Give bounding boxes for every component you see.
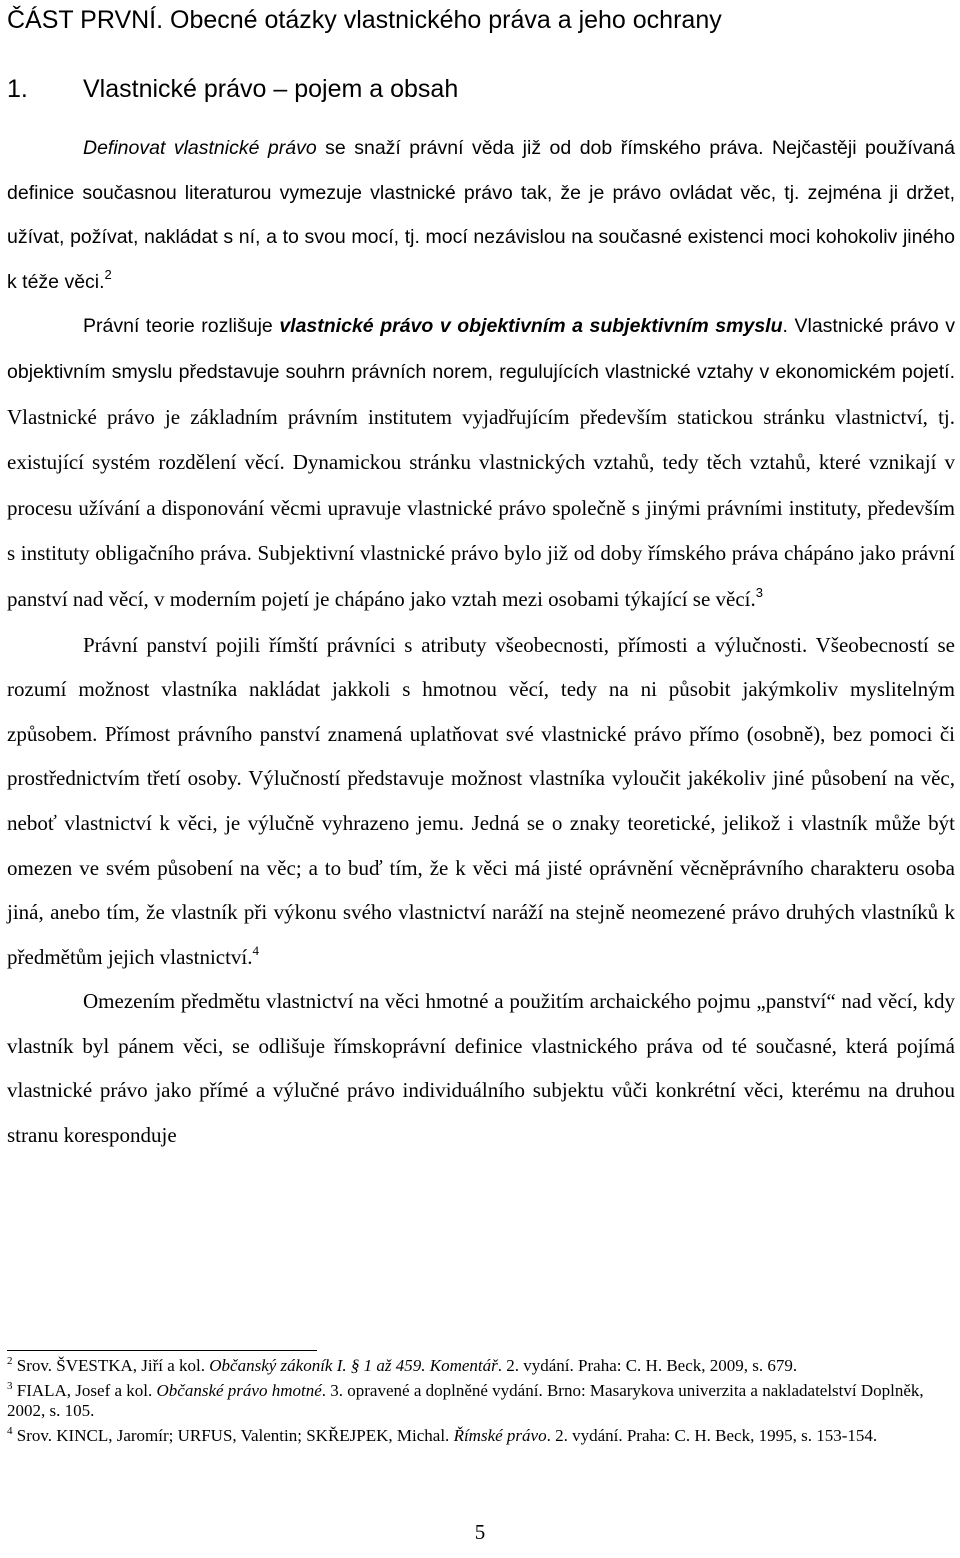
part-title: ČÁST PRVNÍ. Obecné otázky vlastnického práva a jeho ochrany [7,6,722,34]
footnote-text: . 3. opravené a doplněné vydání. Brno: Masarykova univerzita a nakladatelství Doplněk, 2002, s. 105. [7,1380,924,1420]
footnote-number: 3 [7,1379,13,1392]
footnote-ref: 4 [252,942,260,958]
paragraph-omezeni [7,979,955,1157]
footnote-number: 2 [7,1355,13,1367]
paragraph-theory [7,304,955,622]
footnote-text: Srov. ŠVESTKA, Jiří a kol. [12,1356,210,1375]
footnote-ref: 3 [755,584,764,600]
footnote [7,1356,952,1377]
footnote-text: . 2. vydání. Praha: C. H. Beck, 2009, s. 679. [497,1356,798,1375]
paragraph-text: . Vlastnické právo v objektivním smyslu představuje souhrn právních norem, regulujících vlastnické vztahy v ekonomickém pojetí. [7,315,955,383]
paragraph-text: Omezením předmětu vlastnictví na věci hmotné a použitím archaického pojmu „panství“ nad věcí, kdy vlastník byl pánem věci, se odlišuje římskoprávní definice vlastnického práva od té současné, která pojímá vlastnické právo jako přímé a výlučné právo individuálního subjektu vůči konkrétní věci, kterému na druhou stranu koresponduje [7,989,955,1148]
footnote [7,1426,952,1447]
chapter-heading [7,72,458,106]
paragraph-text: Vlastnické právo je základním právním institutem vyjadřujícím především statickou stránku vlastnictví, tj. existující systém rozdělení věcí. Dynamickou stránku vlastnických vztahů, tedy těch vztahů, které vznikají v procesu užívání a disponování věcmi upravuje vlastnické právo společně s jinými právními instituty, především s instituty obligačního práva. Subjektivní vlastnické právo bylo již od doby římského práva chápáno jako právní panství nad věcí, v moderním pojetí je chápáno jako vztah mezi osobami týkající se věcí. [7,404,955,611]
paragraph-text: Právní teorie rozlišuje [83,315,280,338]
footnote-separator [7,1350,317,1351]
chapter-title: Vlastnické právo – pojem a obsah [83,75,459,103]
italic-term: Definovat vlastnické právo [83,137,317,159]
page-number: 5 [474,1520,486,1544]
paragraph-panstvi [7,623,955,980]
paragraph-text: Právní panství pojili římští právníci s atributy všeobecnosti, přímosti a výlučnosti. Všeobecností se rozumí možnost vlastníka nakládat jakkoli s hmotnou věcí, tedy na ni působit jakýmkoliv myslitelným způsobem. Přímost právního panství znamená uplatňovat své vlastnické právo přímo (osobně), bez pomoci či prostřednictvím třetí osoby. Výlučností představuje možnost vlastníka vyloučit jakékoliv jiné působení na věc, neboť vlastnictví k věci, je výlučně vyhrazeno jemu. Jedná se o znaky teoretické, jelikož i vlastník může být omezen ve svém působení na věc; a to buď tím, že k věci má jisté oprávnění věcněprávního charakteru osoba jiná, anebo tím, že vlastník při výkonu svého vlastnictví naráží na stejně neomezené právo druhých vlastníků k předmětům jejich vlastnictví. [7,632,955,969]
bold-term: vlastnické právo v objektivním a subjektivním smyslu [279,315,783,338]
footnote-title: Římské právo [453,1425,547,1445]
footnotes [7,1356,952,1450]
body-text [7,126,955,1158]
footnote-text: Srov. KINCL, Jaromír; URFUS, Valentin; SKŘEJPEK, Michal. [12,1425,454,1445]
footnote-text: . 2. vydání. Praha: C. H. Beck, 1995, s. 153-154. [546,1425,878,1445]
footnote-title: Občanské právo hmotné [156,1380,322,1400]
footnote-ref: 2 [104,266,112,282]
paragraph-text: se snaží právní věda již od dob římského práva. Nejčastěji používaná definice současnou literaturou vymezuje vlastnické právo tak, že je právo ovládat věc, tj. zejména ji držet, užívat, požívat, nakládat s ní, a to svou mocí, tj. mocí nezávislou na současné existenci moci kohokoliv jiného k téže věci. [7,137,955,293]
footnote [7,1381,952,1422]
footnote-title: Občanský zákoník I. § 1 až 459. Komentář [209,1356,498,1375]
footnote-text: FIALA, Josef a kol. [12,1380,157,1400]
chapter-number: 1. [7,75,28,103]
footnote-number: 4 [7,1424,13,1437]
paragraph-definition [7,126,955,304]
